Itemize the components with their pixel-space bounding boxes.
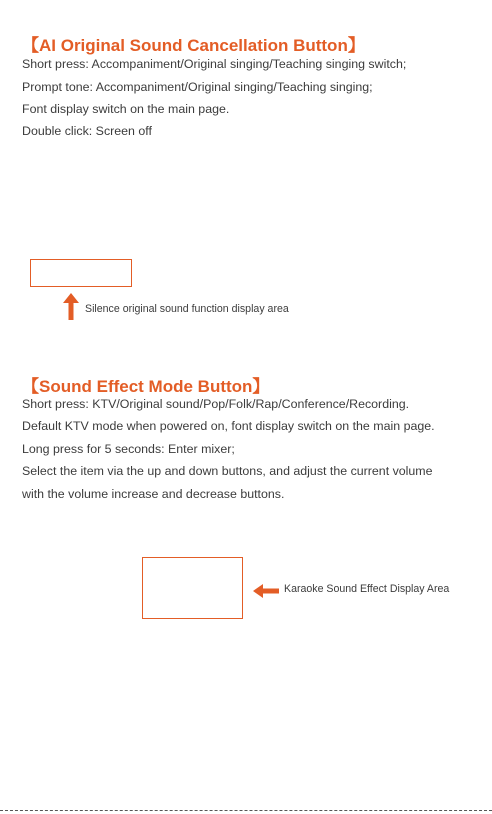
section1-line-4: Double click: Screen off bbox=[22, 124, 152, 138]
section2-title: 【Sound Effect Mode Button】 bbox=[22, 377, 270, 396]
section1-title: 【AI Original Sound Cancellation Button】 bbox=[22, 36, 365, 55]
arrow-up-icon bbox=[63, 293, 79, 320]
karaoke-display-area-caption: Karaoke Sound Effect Display Area bbox=[284, 583, 450, 595]
section2-line-1: Short press: KTV/Original sound/Pop/Folk/Rap/Conference/Recording. bbox=[22, 397, 410, 411]
section2-line-5: with the volume increase and decrease buttons. bbox=[22, 487, 285, 501]
karaoke-display-area-box bbox=[142, 557, 243, 619]
silence-display-area-box bbox=[30, 259, 132, 287]
section1-line-1: Short press: Accompaniment/Original singing/Teaching singing switch; bbox=[22, 57, 407, 71]
section1-line-3: Font display switch on the main page. bbox=[22, 102, 230, 116]
section2-line-4: Select the item via the up and down buttons, and adjust the current volume bbox=[22, 464, 433, 478]
section2-line-3: Long press for 5 seconds: Enter mixer; bbox=[22, 442, 235, 456]
arrow-left-icon bbox=[253, 584, 279, 598]
section1-line-2: Prompt tone: Accompaniment/Original singing/Teaching singing; bbox=[22, 80, 373, 94]
silence-display-area-caption: Silence original sound function display area bbox=[85, 303, 289, 315]
section2-line-2: Default KTV mode when powered on, font display switch on the main page. bbox=[22, 419, 435, 433]
page-bottom-divider bbox=[0, 810, 492, 811]
